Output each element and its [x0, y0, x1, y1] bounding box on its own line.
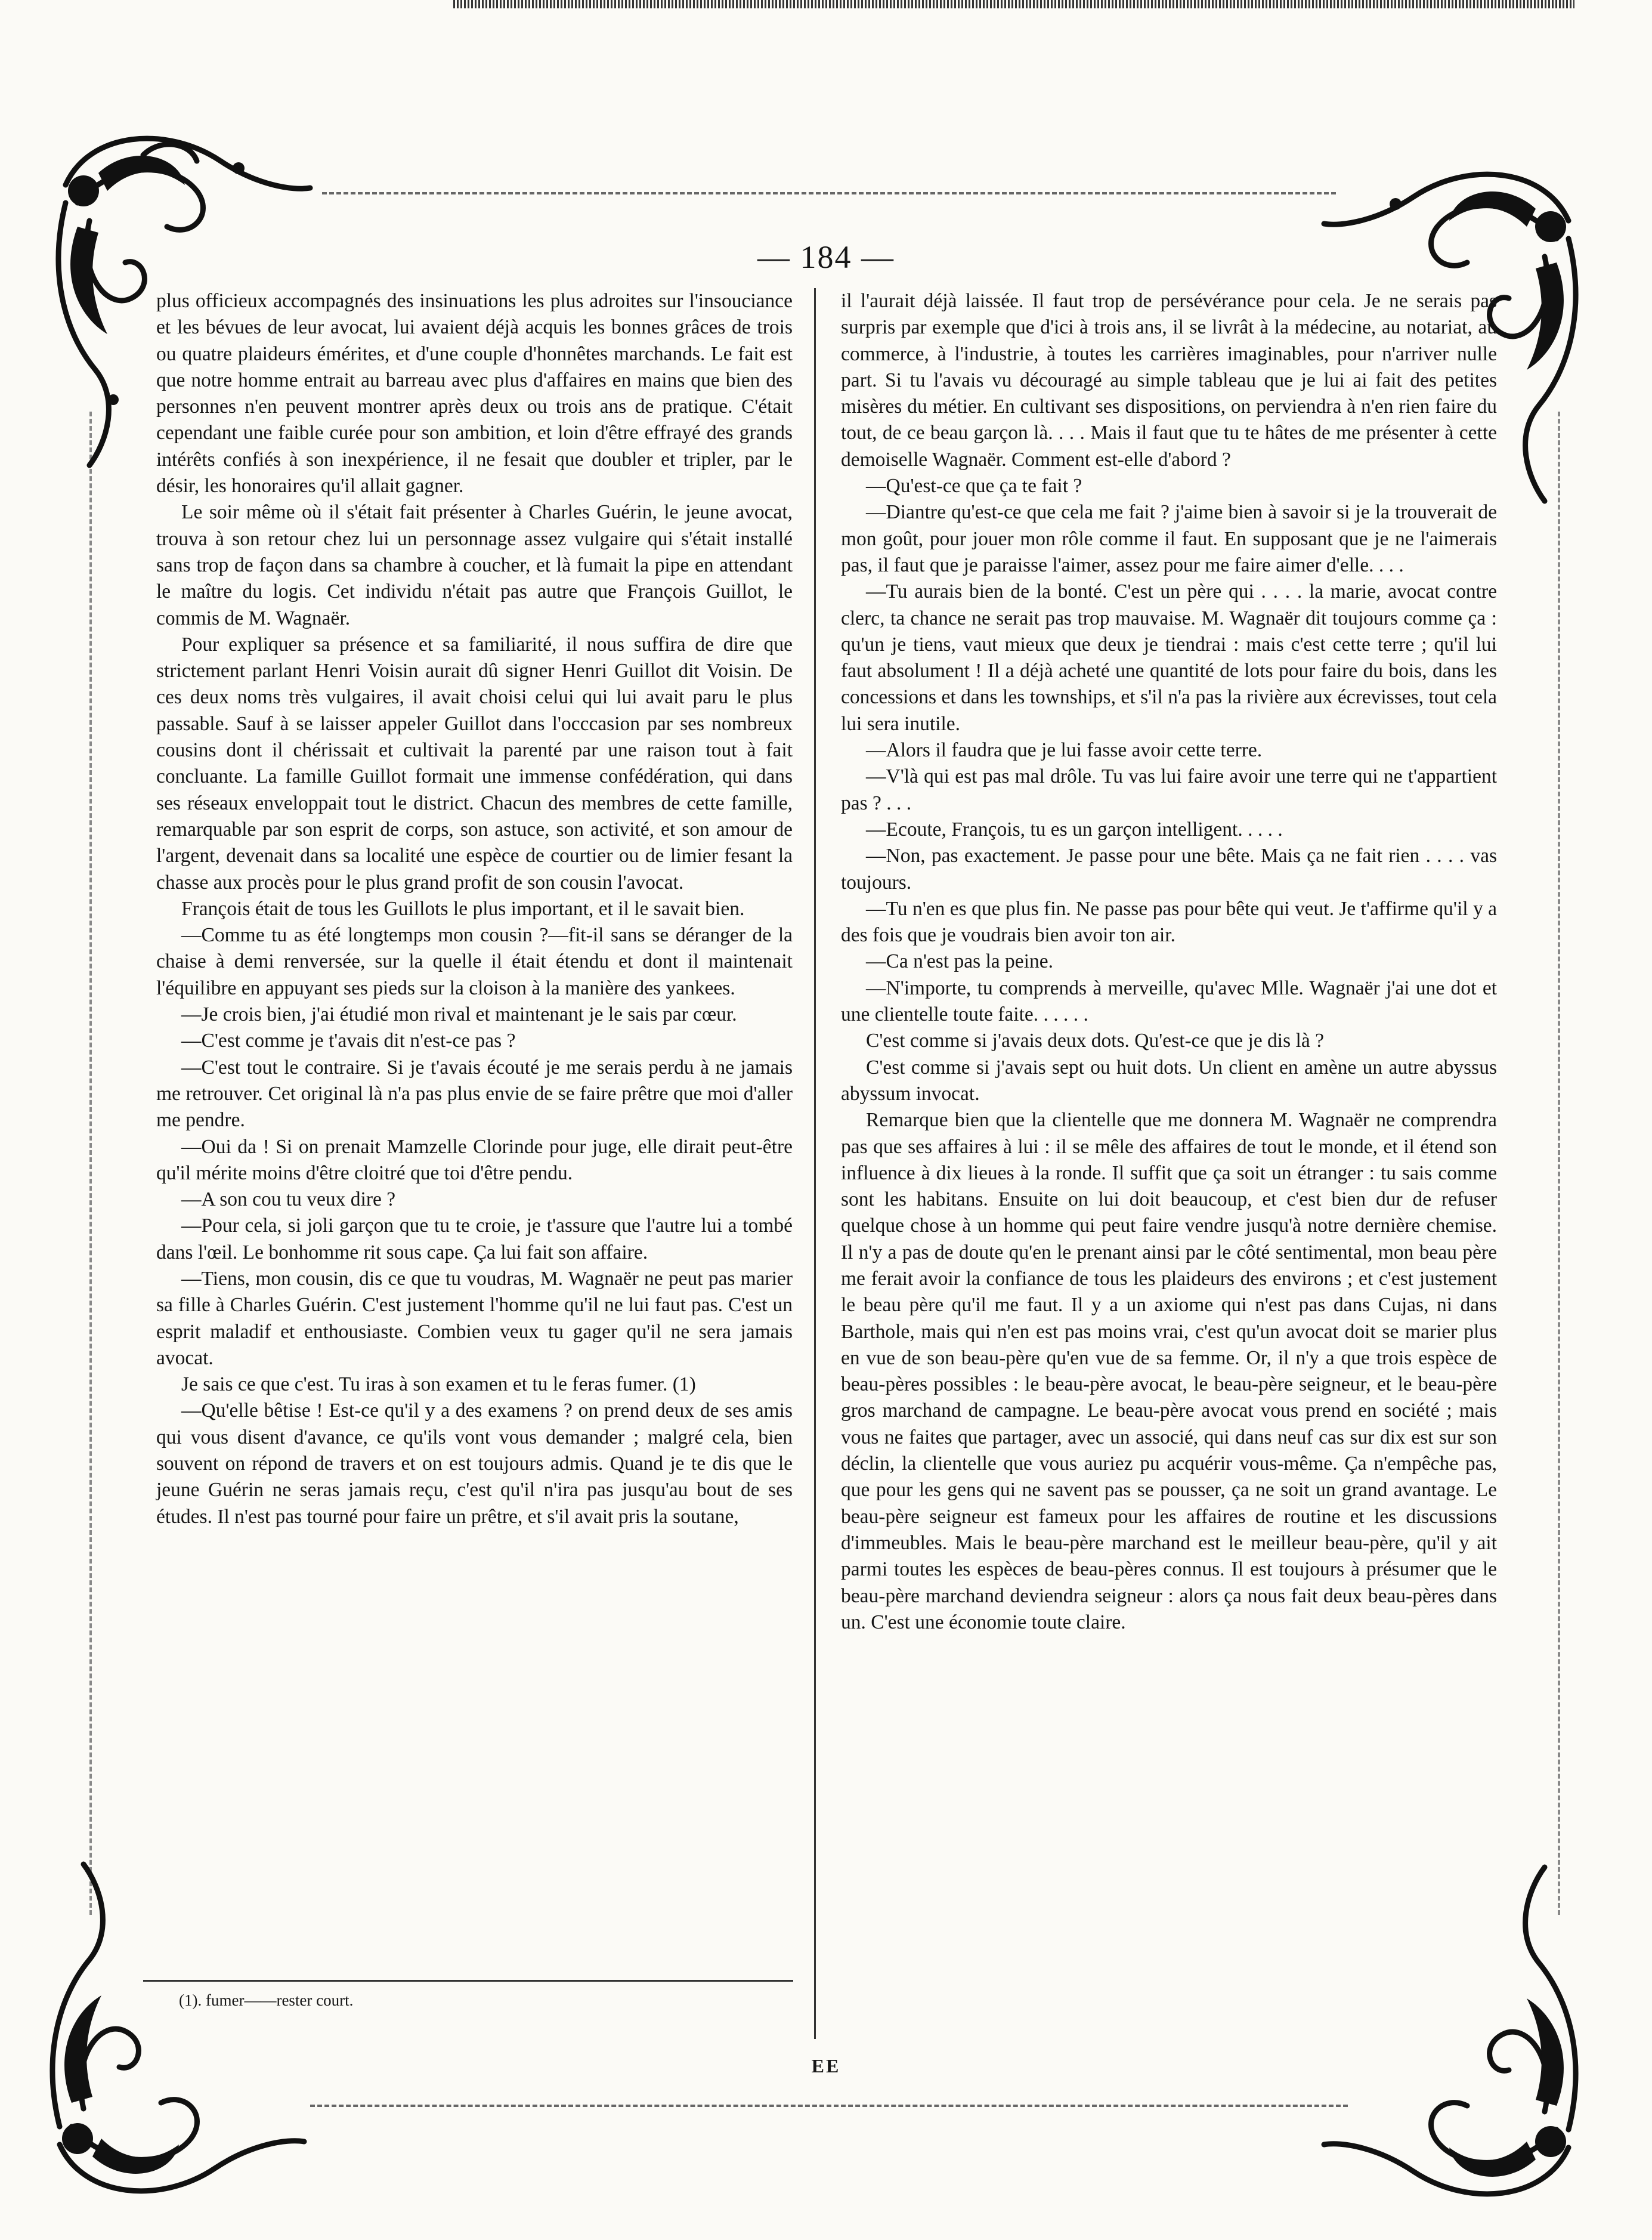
paragraph: —Qu'est-ce que ça te fait ? [866, 475, 1082, 498]
frame-border-bottom [310, 2105, 1348, 2107]
paragraph: —Non, pas exactement. Je passe pour une bête. Mais ça ne fait rien . . . . vas toujours. [841, 845, 1497, 894]
paragraph: Remarque bien que la clientelle que me donnera M. Wagnaër ne comprendra pas que ses affaires à lui : il se mêle des affaires de tout le monde, et il étend son influence à dix lieues à la ronde. Il suffit que ça soit un étranger : tu sais comme sont les habitans. Ensuite on lui doit beaucoup, et c'est bien dur de refuser quelque chose à un homme qui peut faire vendre jusqu'à notre dernière chemise. Il n'y a pas de doute qu'en le prenant ainsi par le côté sentimental, mon beau père me ferait avoir la confiance de tous les plaideurs des environs ; et c'est justement le beau père qu'il me faut. Il y a un axiome qui n'est pas dans Cujas, ni dans Barthole, mais qui n'en est pas moins vrai, c'est qu'un avocat doit se marier plus en vue de son beau-père qu'en vue de sa femme. Or, il n'y a que trois espèce de beau-pères possibles : le beau-père avocat, le beau-père seigneur, et le beau-père gros marchand de campagne. Le beau-père avocat vous prend en société ; mais vous ne faites que partager, avec un associé, qui dans neuf cas sur dix est sur son déclin, la clientelle que vous auriez pu acquérir vous-même. Ça n'empêche pas, que pour les gens qui ne savent pas se pousser, ça ne soit un grand avantage. Le beau-père seigneur est fameux pour les affaires de routine et les discussions d'immeubles. Mais le beau-père marchand est le meilleur beau-père, qu'il y ait parmi toutes les espèces de beau-pères connus. Il est toujours à présumer que le beau-père marchand deviendra seigneur : alors ça nous fait deux beau-pères dans un. C'est une économie toute claire. [841, 1109, 1497, 1633]
paragraph: —Pour cela, si joli garçon que tu te croie, je t'assure que l'autre lui a tombé dans l'œil. Le bonhomme rit sous cape. Ça lui fait son affaire. [156, 1215, 793, 1263]
paragraph: —V'là qui est pas mal drôle. Tu vas lui faire avoir une terre qui ne t'appartient pas ? . . . [841, 765, 1497, 814]
corner-ornament-bottom-right [1318, 1855, 1592, 2213]
top-printer-rule [453, 0, 1574, 8]
paragraph: —Diantre qu'est-ce que cela me fait ? j'aime bien à savoir si je la trouverait de mon goût, pour jouer mon rôle comme il faut. En supposant que je ne l'aimerais pas, il faut que je paraisse l'aimer, assez pour me faire aimer d'elle. . . . [841, 501, 1497, 576]
paragraph: C'est comme si j'avais sept ou huit dots. Un client en amène un autre abyssus abyssum invocat. [841, 1056, 1497, 1105]
paragraph: C'est comme si j'avais deux dots. Qu'est-ce que je dis là ? [866, 1030, 1324, 1052]
paragraph: Pour expliquer sa présence et sa familiarité, il nous suffira de dire que strictement parlant Henri Voisin aurait dû signer Henri Guillot dit Voisin. De ces deux noms très vulgaires, il avait choisi celui qui lui avait paru le plus passable. Sauf à se laisser appeler Guillot dans l'occcasion par ses nombreux cousins dont il chérissait et cultivait la parenté par une raison tout à fait concluante. La famille Guillot formait une immense confédération, qui dans ses réseaux enveloppait tout le district. Chacun des membres de cette famille, remarquable par son esprit de corps, son astuce, son activité, et son amour de l'argent, devenait dans sa localité une espèce de courtier ou de limier fesant la chasse aux procès pour le plus grand profit de son cousin l'avocat. [156, 633, 793, 894]
paragraph: —N'importe, tu comprends à merveille, qu'avec Mlle. Wagnaër j'ai une dot et une clientelle toute faite. . . . . . [841, 977, 1497, 1026]
page-number: — 184 — [757, 239, 895, 275]
signature-mark: EE [811, 2055, 841, 2077]
paragraph: —Ecoute, François, tu es un garçon intelligent. . . . . [866, 818, 1283, 841]
footnote: (1). fumer——rester court. [179, 1991, 354, 2009]
paragraph: —Alors il faudra que je lui fasse avoir cette terre. [866, 739, 1263, 762]
corner-ornament-bottom-left [36, 1852, 310, 2210]
frame-border-top [322, 192, 1336, 194]
paragraph: —Tiens, mon cousin, dis ce que tu voudras, M. Wagnaër ne peut pas marier sa fille à Charles Guérin. C'est justement l'homme qu'il ne lui faut pas. C'est un esprit maladif et enthousiaste. Combien veux tu gager qu'il ne sera jamais avocat. [156, 1267, 793, 1369]
paragraph: il l'aurait déjà laissée. Il faut trop de persévérance pour cela. Je ne serais pas surpris par exemple que d'ici à trois ans, il se livrât à la médecine, au notariat, au commerce, à l'industrie, à toutes les carrières imaginables, pour n'arriver nulle part. Si tu l'avais vu découragé au simple tableau que je lui ai fait des petites misères du métier. En cultivant ses dispositions, on perviendra à n'en rien faire du tout, de ce beau garçon là. . . . Mais il faut que tu te hâtes de me présenter à cette demoiselle Wagnaër. Comment est-elle d'abord ? [841, 290, 1497, 471]
paragraph: —A son cou tu veux dire ? [181, 1188, 396, 1211]
paragraph: Je sais ce que c'est. Tu iras à son examen et tu le feras fumer. (1) [181, 1373, 696, 1396]
paragraph: —C'est comme je t'avais dit n'est-ce pas ? [181, 1030, 516, 1052]
frame-border-right [1558, 412, 1560, 1915]
paragraph: Le soir même où il s'était fait présenter à Charles Guérin, le jeune avocat, trouva à son retour chez lui un personnage assez vulgaire qui s'était installé sans trop de façon dans sa chambre à coucher, et là fumait la pipe en attendant le maître du logis. Cet individu n'était pas autre que François Guillot, le commis de M. Wagnaër. [156, 501, 793, 629]
paragraph: —Je crois bien, j'ai étudié mon rival et maintenant je le sais par cœur. [181, 1003, 737, 1026]
footnote-rule [143, 1980, 793, 1982]
paragraph: —Qu'elle bêtise ! Est-ce qu'il y a des examens ? on prend deux de ses amis qui vous disent d'avance, ce qu'ils vont vous demander ; malgré cela, bien souvent on répond de travers et on est toujours admis. Quand je te dis que le jeune Guérin ne seras jamais reçu, c'est qu'il n'ira pas jusqu'au bout de ses études. Il n'est pas tourné pour faire un prêtre, et s'il avait pris la soutane, [156, 1399, 793, 1528]
paragraph: —Ca n'est pas la peine. [866, 950, 1053, 973]
paragraph: François était de tous les Guillots le plus important, et il le savait bien. [181, 897, 745, 920]
frame-border-left [89, 412, 92, 1915]
column-divider [814, 288, 816, 2039]
paragraph: plus officieux accompagnés des insinuations les plus adroites sur l'insouciance et les bévues de leur avocat, lui avaient déjà acquis les bonnes grâces de trois ou quatre plaideurs émérites, et d'une couple d'honnêtes marchands. Le fait est que notre homme entrait au barreau avec plus d'affaires en mains que bien des personnes n'en peuvent montrer après deux ou trois ans de pratique. C'était cependant une faible curée pour son ambition, et loin d'être effrayé des grands intérêts confiés à son inexpérience, il ne fesait que doubler et tripler, par le désir, les honoraires qu'il allait gagner. [156, 290, 793, 498]
paragraph: —Comme tu as été longtemps mon cousin ?—fit-il sans se déranger de la chaise à demi renversée, sur la quelle il était étendu et dont il maintenait l'équilibre en appuyant ses pieds sur la cloison à la manière des yankees. [156, 924, 793, 999]
paragraph: —C'est tout le contraire. Si je t'avais écouté je me serais perdu à ne jamais me retrouver. Cet original là n'a pas plus envie de se faire prêtre que moi d'aller me pendre. [156, 1056, 793, 1132]
paragraph: —Tu aurais bien de la bonté. C'est un père qui . . . . la marie, avocat contre clerc, ta chance ne serait pas trop mauvaise. M. Wagnaër dit toujours comme ça : qu'un je tiens, vaut mieux que deux je tiendrai : mais c'est cette terre ; qu'il lui faut absolument ! Il a déjà acheté une quantité de lots pour faire du bois, dans les concessions et dans les townships, et s'il n'a pas la rivière aux écrevisses, tout cela lui sera inutile. [841, 580, 1497, 735]
left-text-column [156, 288, 793, 1530]
paragraph: —Oui da ! Si on prenait Mamzelle Clorinde pour juge, elle dirait peut-être qu'il mérite moins d'être cloitré que toi d'être pendu. [156, 1135, 793, 1184]
right-text-column [841, 288, 1497, 1636]
paragraph: —Tu n'en es que plus fin. Ne passe pas pour bête qui veut. Je t'affirme qu'il y a des fois que je voudrais bien avoir ton air. [841, 897, 1497, 947]
